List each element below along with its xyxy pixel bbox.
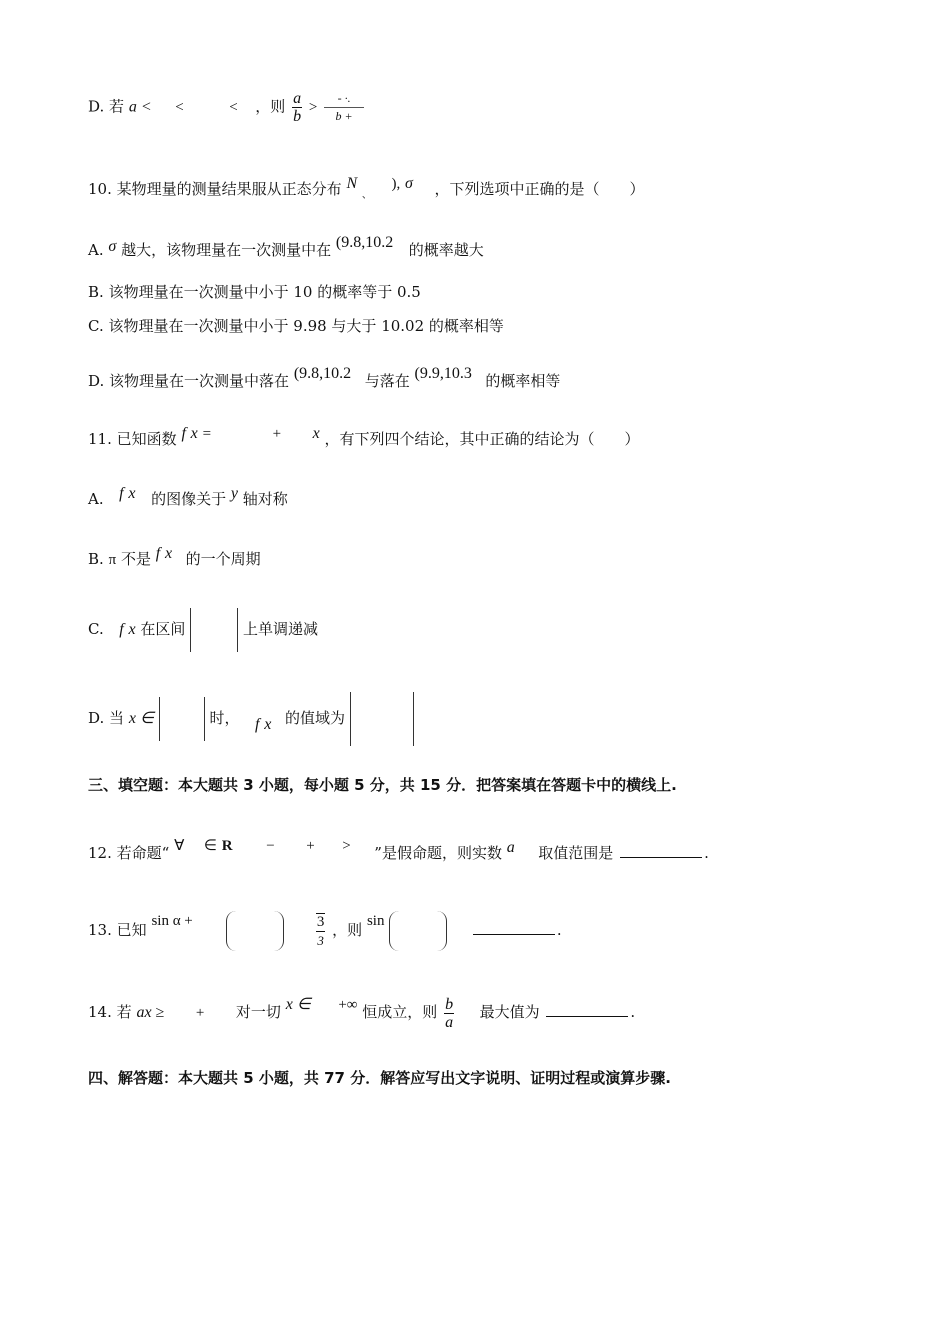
math-expr: x ∈ — [128, 710, 154, 727]
interval: 9.8,10.2 — [299, 365, 352, 382]
text: 的概率越大 — [408, 241, 484, 259]
text: ，则 — [255, 97, 286, 116]
option-label: D. — [88, 97, 105, 116]
numerator: 3 — [316, 914, 325, 930]
math-expr: x — [312, 425, 320, 442]
text: 当 — [109, 709, 125, 727]
interval: 9.9,10.3 — [419, 365, 472, 382]
q11-stem — [88, 424, 640, 449]
math-expr: = — [202, 426, 212, 442]
math-expr: > — [308, 99, 318, 116]
section-4-title: 四、解答题：本大题共 5 小题，共 77 分．解答应写出文字说明、证明过程或演算步骤. — [88, 1069, 671, 1087]
q11-option-b — [88, 544, 261, 570]
text: 与落在 — [364, 372, 410, 390]
option-label: B. — [88, 550, 104, 568]
text: 不是 — [120, 550, 151, 568]
text: 轴对称 — [242, 490, 288, 508]
math-expr: ∀ — [174, 838, 185, 854]
answer-blank[interactable] — [473, 918, 555, 935]
denominator: b + — [335, 109, 353, 123]
option-label: A. — [88, 241, 104, 259]
answer-blank[interactable] — [546, 1000, 628, 1017]
text: ，则 — [332, 921, 363, 939]
question-number: 14. — [88, 1003, 112, 1021]
math-expr: ax ≥ — [136, 1004, 165, 1021]
math-expr: a < — [128, 98, 152, 116]
text: 时， — [209, 709, 240, 727]
text: 若 — [116, 1003, 132, 1021]
text: 上单调递减 — [242, 620, 318, 638]
option-label: D. — [88, 709, 105, 727]
text: 最大值为 — [479, 1003, 540, 1021]
text: 该物理量在一次测量中小于 9.98 与大于 10.02 的概率相等 — [108, 317, 504, 335]
math-expr: > — [342, 838, 351, 854]
text: 的一个周期 — [185, 550, 261, 568]
question-number: 11. — [88, 430, 112, 448]
text: 若命题“ — [116, 844, 170, 862]
math-expr: σ — [108, 238, 117, 255]
math-expr: − — [266, 838, 275, 854]
math-expr: + — [306, 838, 315, 854]
math-expr: ), — [391, 176, 401, 192]
q10-option-b — [88, 282, 421, 302]
paren-group — [226, 911, 284, 951]
math-expr: π — [108, 552, 117, 568]
text: . — [556, 921, 562, 939]
math-expr: < — [175, 99, 184, 116]
option-label: D. — [88, 372, 105, 390]
math-expr: + — [195, 1005, 205, 1021]
q10-option-d: D. 该物理量在一次测量中落在 (9.8,10.2 与落在 (9.9,10.3 的概率相等 — [88, 365, 561, 390]
math-expr: ∈ — [203, 838, 217, 854]
math-expr: x — [164, 545, 173, 562]
answer-blank[interactable] — [620, 841, 702, 858]
text: 取值范围是 — [538, 844, 614, 862]
text: 该物理量在一次测量中小于 10 的概率等于 0.5 — [108, 283, 421, 301]
math-expr: σ — [404, 175, 413, 192]
text: 已知函数 — [116, 430, 177, 448]
text: 对一切 — [235, 1003, 281, 1021]
math-expr: N — [346, 175, 358, 192]
text: 若 — [109, 97, 125, 116]
text: 已知 — [116, 921, 147, 939]
math-expr: a — [506, 839, 515, 856]
numerator: b — [445, 995, 454, 1013]
fraction-sqrt3-over-3 — [316, 913, 326, 949]
math-expr: + — [272, 426, 282, 442]
text: 的概率相等 — [485, 372, 561, 390]
text: ”是假命题，则实数 — [374, 844, 502, 862]
text: 越大，该物理量在一次测量中在 — [121, 241, 332, 259]
text: 的值域为 — [284, 709, 345, 727]
q10-option-a: A. σ 越大，该物理量在一次测量中在 (9.8,10.2 的概率越大 — [88, 234, 484, 259]
math-expr: sin α + — [151, 913, 193, 929]
q12 — [88, 836, 709, 863]
math-expr: f — [119, 485, 124, 502]
math-expr: f — [119, 621, 124, 638]
text: ，下列选项中正确的是（ ） — [434, 180, 645, 198]
option-label: C. — [88, 317, 104, 335]
math-expr: R — [221, 838, 233, 854]
interval-bracket — [190, 608, 238, 652]
denominator: b — [293, 108, 302, 125]
denominator: 3 — [317, 933, 324, 948]
math-expr: y — [230, 485, 238, 502]
q10-option-c — [88, 316, 504, 336]
text: 该物理量在一次测量中落在 — [109, 372, 290, 390]
q11-option-c — [88, 608, 318, 652]
fraction-a-over-b — [292, 90, 302, 125]
math-expr: x — [190, 425, 198, 442]
paren-group — [389, 911, 447, 951]
option-label: A. — [88, 490, 104, 508]
interval: 9.8,10.2 — [341, 234, 394, 251]
text: . — [704, 844, 709, 862]
math-expr: x ∈ — [285, 996, 311, 1013]
math-expr: x — [264, 716, 272, 733]
option-label: C. — [88, 620, 104, 638]
option-label: B. — [88, 283, 104, 301]
math-expr: f — [255, 716, 260, 733]
q10-stem: 10. 某物理量的测量结果服从正态分布 N $_、$ ), σ ，下列选项中正确的是（ ） — [88, 175, 645, 201]
text: ，有下列四个结论，其中正确的结论为（ ） — [324, 430, 640, 448]
math-expr: f — [181, 425, 186, 442]
text: 某物理量的测量结果服从正态分布 — [116, 180, 342, 198]
denominator: a — [445, 1013, 454, 1031]
question-number: 10. — [88, 180, 112, 198]
numerator: - ·. — [324, 90, 364, 108]
math-expr: x — [128, 621, 136, 638]
fraction-right — [324, 90, 364, 125]
math-expr: f — [155, 545, 161, 562]
q9-option-d — [88, 90, 366, 125]
range-bracket — [350, 692, 414, 746]
text: . — [630, 1003, 636, 1021]
text: 在区间 — [140, 620, 186, 638]
q14 — [88, 990, 635, 1031]
q11-option-d — [88, 692, 414, 746]
q13 — [88, 906, 562, 951]
math-expr: < — [229, 99, 238, 116]
question-number: 13. — [88, 921, 112, 939]
interval-bracket — [159, 697, 205, 741]
section-3-title: 三、填空题：本大题共 3 小题，每小题 5 分，共 15 分．把答案填在答题卡中的横线上. — [88, 776, 677, 794]
text: 恒成立，则 — [362, 1003, 438, 1021]
q11-option-a — [88, 484, 288, 509]
math-expr: +∞ — [338, 997, 358, 1013]
math-expr: sin — [366, 913, 385, 929]
text: 的图像关于 — [151, 490, 227, 508]
numerator: a — [293, 90, 302, 107]
question-number: 12. — [88, 844, 112, 862]
fraction-b-over-a — [444, 996, 454, 1031]
math-expr: x — [128, 485, 136, 502]
